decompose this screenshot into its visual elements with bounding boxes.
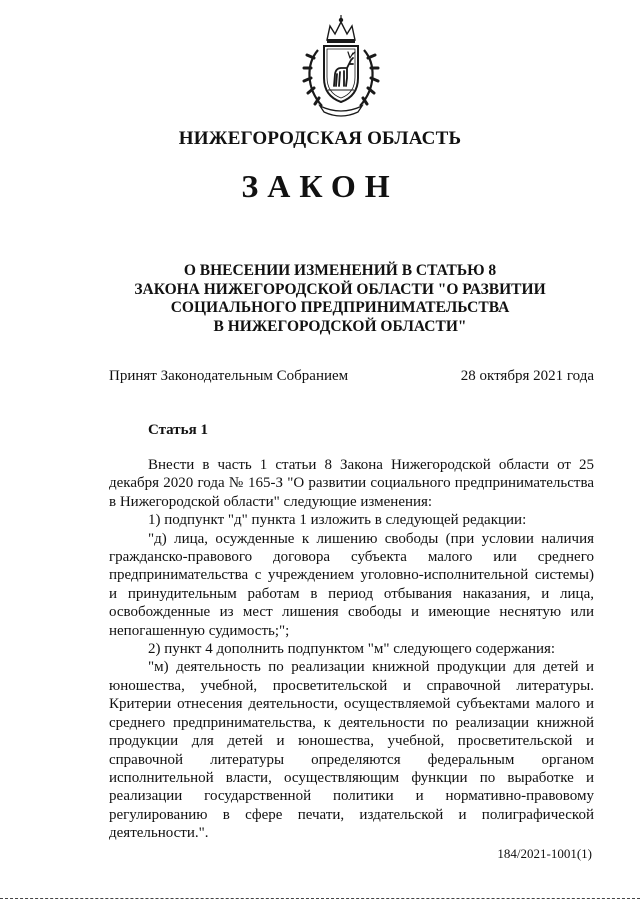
law-title: [110, 262, 570, 336]
article-paragraph: Внести в часть 1 статьи 8 Закона Нижегородской области от 25 декабря 2020 года № 165-З "О развитии социального предпринимательства в Нижегородской области" следующие изменения:: [109, 457, 594, 510]
page-edge-rule: [0, 898, 640, 899]
article-paragraph: "д) лица, осужденные к лишению свободы (при условии наличия гражданско-правового договора субъекта малого или среднего предпринимательства с учреждением уголовно-исполнительной системы) и принудительным работам в период отбывания наказания, и лица, освобожденные из мест лишения свободы и имеющие неснятую или непогашенную судимость;";: [109, 530, 594, 639]
law-title-line: ЗАКОНА НИЖЕГОРОДСКОЙ ОБЛАСТИ "О РАЗВИТИИ: [134, 280, 546, 298]
adopted-by: Принят Законодательным Собранием: [109, 368, 349, 384]
region-name: НИЖЕГОРОДСКАЯ ОБЛАСТЬ: [178, 128, 462, 149]
article-body: [109, 456, 594, 843]
coat-of-arms-icon: [300, 14, 382, 118]
law-title-line: В НИЖЕГОРОДСКОЙ ОБЛАСТИ": [213, 317, 467, 335]
adoption-date: 28 октября 2021 года: [460, 368, 594, 384]
adoption-line: [109, 368, 594, 385]
document-number: 184/2021-1001(1): [497, 846, 592, 861]
law-title-line: О ВНЕСЕНИИ ИЗМЕНЕНИЙ В СТАТЬЮ 8: [183, 262, 497, 279]
article-paragraph: 2) пункт 4 дополнить подпунктом "м" следующего содержания:: [148, 641, 556, 658]
law-title-line: СОЦИАЛЬНОГО ПРЕДПРИНИМАТЕЛЬСТВА: [170, 299, 510, 316]
article-paragraph: 1) подпункт "д" пункта 1 изложить в следующей редакции:: [148, 512, 527, 529]
article-heading: Статья 1: [148, 422, 208, 438]
document-type: ЗАКОН: [241, 168, 399, 204]
article-paragraph: "м) деятельность по реализации книжной продукции для детей и юношества, учебной, просветительской и справочной литературы. Критерии отнесения деятельности, осуществляемой субъектами малого и среднего предпринимательства, к деятельности по реализации книжной продукции для детей и юношества, учебной, просветительской и справочной литературы определяются федеральным органом исполнительной власти, осуществляющим функции по выработке и реализации государственной политики и нормативно-правовому регулированию в сфере печати, издательской и полиграфической деятельности.".: [109, 659, 594, 842]
